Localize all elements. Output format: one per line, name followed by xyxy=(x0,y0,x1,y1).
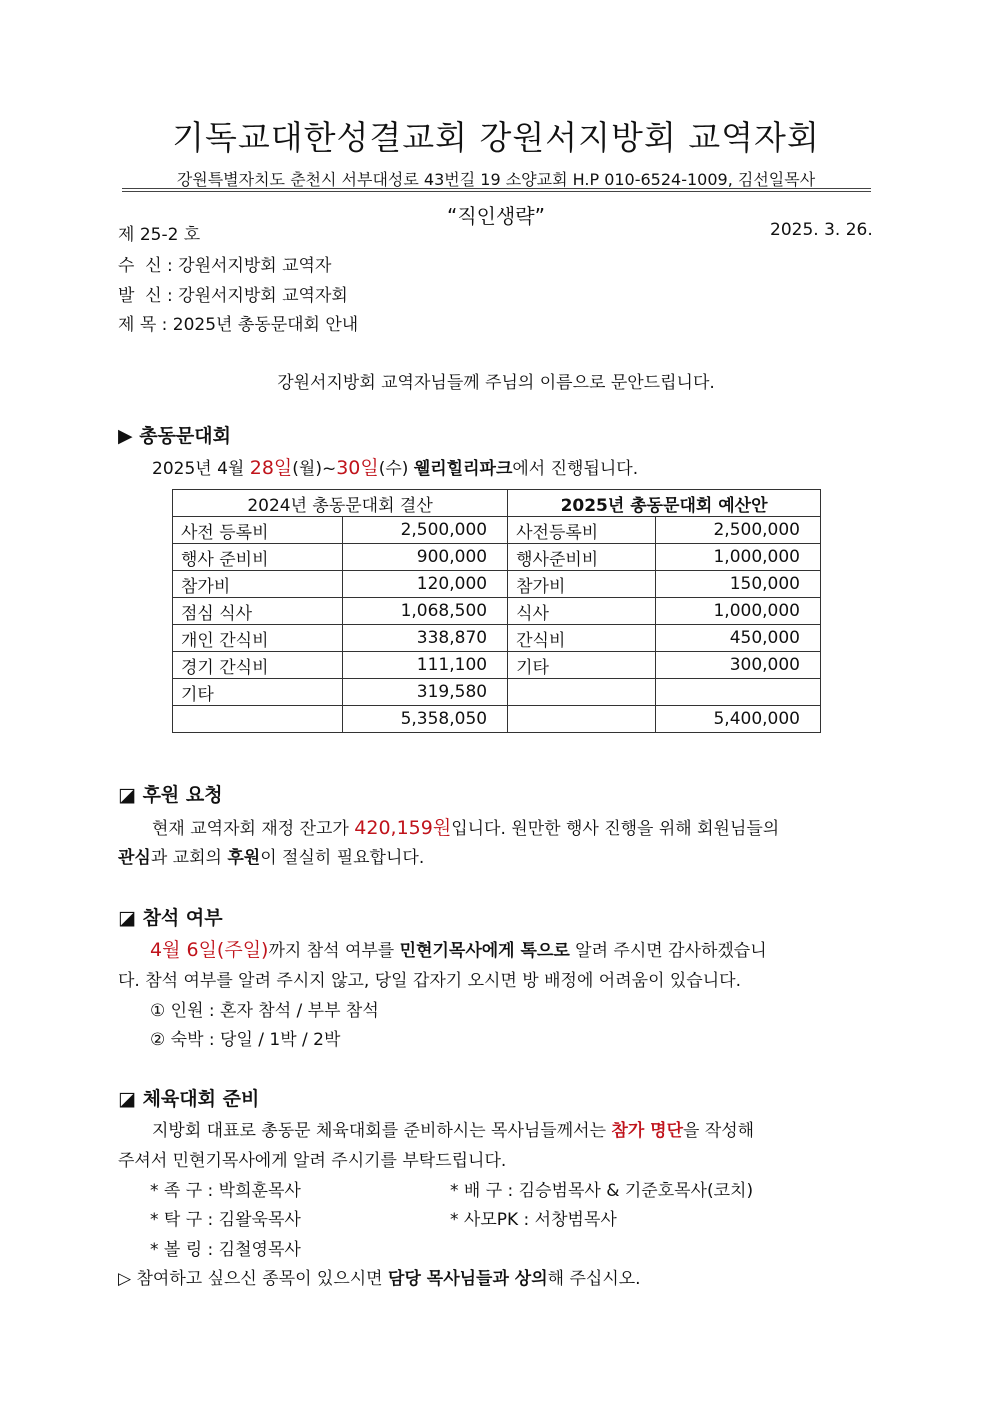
roster-emphasis: 참가 명단 xyxy=(611,1121,684,1141)
rsvp-deadline: 4월 6일(주일) xyxy=(150,939,269,961)
table-cell: 행사 준비비 xyxy=(173,544,343,571)
table-row xyxy=(173,598,821,625)
sports-paragraph-line2: 주셔서 민현기목사에게 알려 주시기를 부탁드립니다. xyxy=(118,1151,507,1171)
table-cell: 2,500,000 xyxy=(655,517,820,544)
table-cell xyxy=(508,706,656,733)
greeting: 강원서지방회 교역자님들께 주님의 이름으로 문안드립니다. xyxy=(277,373,715,393)
table-cell: 111,100 xyxy=(343,652,508,679)
note-emphasis: 담당 목사님들과 상의 xyxy=(388,1269,548,1289)
attendance-paragraph-line1 xyxy=(150,935,767,962)
table-cell: 참가비 xyxy=(173,571,343,598)
support-text: 이 절실히 필요합니다. xyxy=(260,848,425,868)
divider xyxy=(122,188,871,189)
table-cell: 식사 xyxy=(508,598,656,625)
table-total-row xyxy=(173,706,821,733)
table-cell: 참가비 xyxy=(508,571,656,598)
total-2025: 5,400,000 xyxy=(655,706,820,733)
balance-amount: 420,159원 xyxy=(354,817,452,839)
section-heading-sports: ◪ 체육대회 준비 xyxy=(118,1088,260,1110)
table-header-row xyxy=(173,490,821,517)
divider xyxy=(122,191,871,192)
start-date: 28일 xyxy=(249,457,293,479)
emphasis-interest: 관심 xyxy=(118,848,151,868)
table-cell xyxy=(508,679,656,706)
table-cell: 338,870 xyxy=(343,625,508,652)
table-cell: 행사준비비 xyxy=(508,544,656,571)
sport-item-bowling: * 볼 링 : 김철영목사 xyxy=(150,1240,301,1260)
table-cell: 1,000,000 xyxy=(655,598,820,625)
note-text: 해 주십시오. xyxy=(547,1269,641,1289)
sports-paragraph-line1 xyxy=(152,1116,754,1141)
sports-text: 지방회 대표로 총동문 체육대회를 준비하시는 목사님들께서는 xyxy=(152,1121,612,1141)
table-cell: 점심 식사 xyxy=(173,598,343,625)
table-cell: 간식비 xyxy=(508,625,656,652)
table-cell: 기타 xyxy=(173,679,343,706)
schedule-text: 2025년 4월 xyxy=(152,459,250,479)
table-cell: 900,000 xyxy=(343,544,508,571)
support-paragraph-line2 xyxy=(118,843,424,868)
document-date: 2025. 3. 26. xyxy=(770,220,873,240)
support-text: 현재 교역자회 재정 잔고가 xyxy=(152,819,355,839)
section-heading-attendance: ◪ 참석 여부 xyxy=(118,907,223,929)
sender: 발 신 : 강원서지방회 교역자회 xyxy=(118,286,348,306)
budget-table xyxy=(172,489,821,733)
table-row xyxy=(173,652,821,679)
attendance-text: 까지 참석 여부를 xyxy=(268,941,400,961)
table-row xyxy=(173,517,821,544)
table-cell: 150,000 xyxy=(655,571,820,598)
letterhead-address: 강원특별자치도 춘천시 서부대성로 43번길 19 소양교회 H.P 010-6524-1009, 김선일목사 xyxy=(176,170,816,189)
schedule-text: (수) xyxy=(378,459,414,479)
sports-text: 을 작성해 xyxy=(683,1121,755,1141)
section-heading-support: ◪ 후원 요청 xyxy=(118,784,223,806)
table-row xyxy=(173,544,821,571)
recipient: 수 신 : 강원서지방회 교역자 xyxy=(118,256,332,276)
table-cell xyxy=(655,679,820,706)
table-cell: 기타 xyxy=(508,652,656,679)
subject: 제 목 : 2025년 총동문대회 안내 xyxy=(118,315,359,335)
document-number: 제 25-2 호 xyxy=(118,225,201,245)
header-2024-settlement: 2024년 총동문대회 결산 xyxy=(173,490,508,517)
table-cell: 2,500,000 xyxy=(343,517,508,544)
emphasis-support: 후원 xyxy=(227,848,261,868)
attendance-paragraph-line2: 다. 참석 여부를 알려 주시지 않고, 당일 갑자기 오시면 방 배정에 어려움이 있습니다. xyxy=(118,971,741,991)
table-cell: 1,000,000 xyxy=(655,544,820,571)
table-row xyxy=(173,679,821,706)
seal-omitted-note: “직인생략” xyxy=(446,204,545,228)
support-paragraph-line1 xyxy=(152,813,779,840)
schedule-text: 에서 진행됩니다. xyxy=(512,459,639,479)
reunion-schedule xyxy=(152,453,638,480)
table-row xyxy=(173,571,821,598)
sport-item-jokgu: * 족 구 : 박희훈목사 xyxy=(150,1181,301,1201)
table-cell xyxy=(173,706,343,733)
support-text: 과 교회의 xyxy=(150,848,228,868)
sports-note xyxy=(118,1264,641,1289)
table-cell: 사전 등록비 xyxy=(173,517,343,544)
header-2025-budget: 2025년 총동문대회 예산안 xyxy=(508,490,821,517)
sport-item-table-tennis: * 탁 구 : 김왈욱목사 xyxy=(150,1210,301,1230)
table-row xyxy=(173,625,821,652)
sport-item-volleyball: * 배 구 : 김승범목사 & 기준호목사(코치) xyxy=(450,1181,754,1201)
sport-item-samo-pk: * 사모PK : 서창범목사 xyxy=(450,1210,617,1230)
table-cell: 120,000 xyxy=(343,571,508,598)
attendance-item-lodging: ② 숙박 : 당일 / 1박 / 2박 xyxy=(150,1030,341,1050)
table-cell: 사전등록비 xyxy=(508,517,656,544)
total-2024: 5,358,050 xyxy=(343,706,508,733)
schedule-text: (월)~ xyxy=(292,459,337,479)
attendance-item-people: ① 인원 : 혼자 참석 / 부부 참석 xyxy=(150,1001,379,1021)
support-text: 입니다. 원만한 행사 진행을 위해 회원님들의 xyxy=(451,819,780,839)
table-cell: 1,068,500 xyxy=(343,598,508,625)
table-cell: 개인 간식비 xyxy=(173,625,343,652)
rsvp-contact: 민현기목사에게 톡으로 xyxy=(399,941,570,961)
attendance-text: 알려 주시면 감사하겠습니 xyxy=(569,941,767,961)
table-cell: 경기 간식비 xyxy=(173,652,343,679)
end-date: 30일 xyxy=(336,457,379,479)
table-cell: 450,000 xyxy=(655,625,820,652)
table-cell: 300,000 xyxy=(655,652,820,679)
table-cell: 319,580 xyxy=(343,679,508,706)
venue: 웰리힐리파크 xyxy=(413,459,513,479)
letterhead-title: 기독교대한성결교회 강원서지방회 교역자회 xyxy=(172,118,820,157)
section-heading-reunion: ▶ 총동문대회 xyxy=(118,425,231,447)
note-text: ▷ 참여하고 싶으신 종목이 있으시면 xyxy=(118,1269,389,1289)
